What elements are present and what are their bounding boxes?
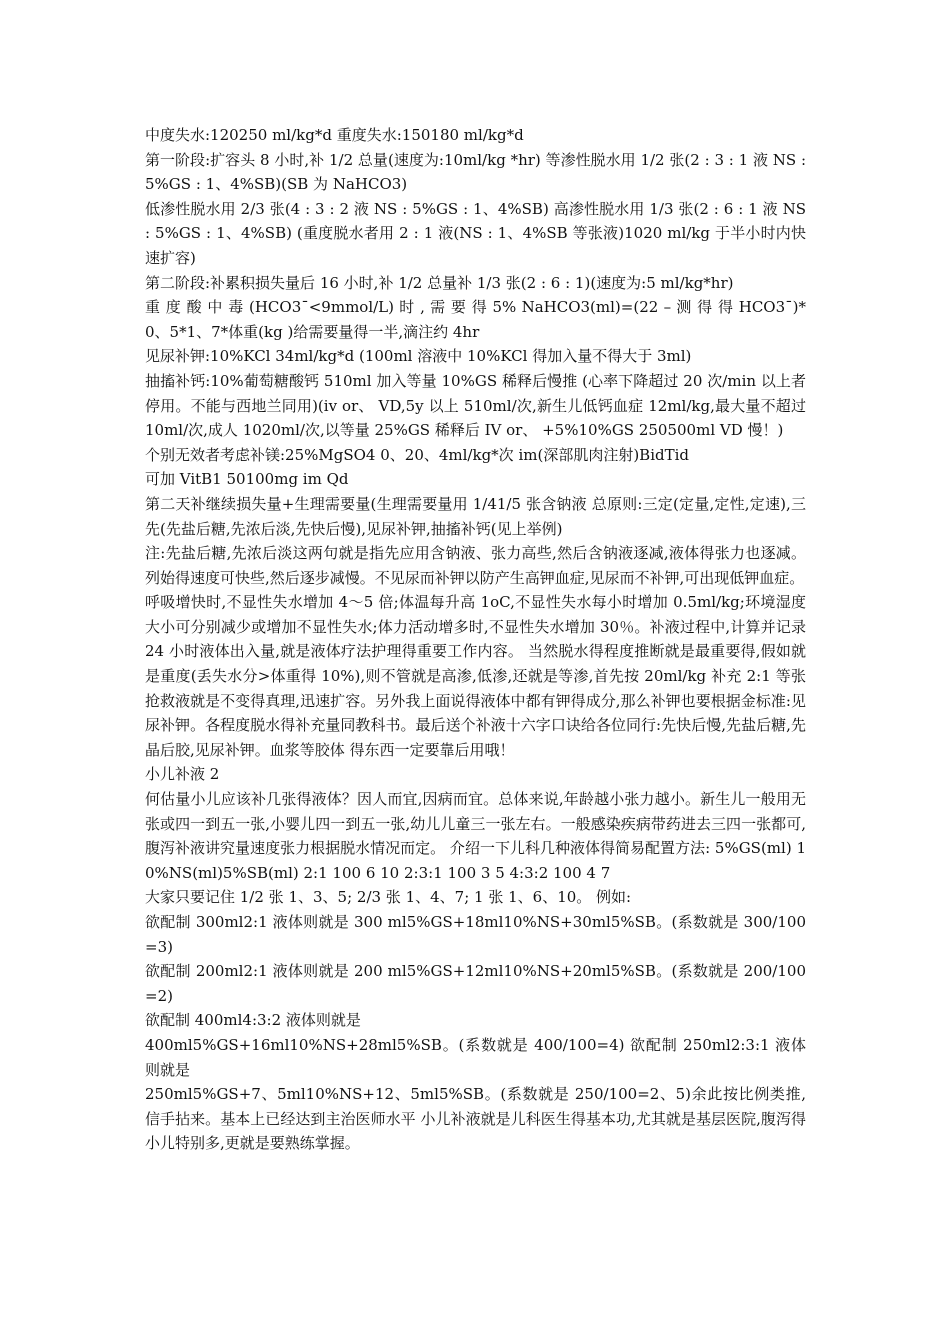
paragraph-phase-one: 第一阶段:扩容头 8 小时,补 1/2 总量(速度为:10ml/kg *hr) 等渗性脱水用 1/2 张(2 : 3 : 1 液 NS : 5%GS : 1、4%SB)(SB 为 NaHCO3) [145,150,806,194]
paragraph-example-400-label: 欲配制 400ml4:3:2 液体则就是 [145,1011,361,1030]
paragraph-dehydration-rates: 中度失水:120250 ml/kg*d 重度失水:150180 ml/kg*d [145,126,524,144]
paragraph-insensible-loss: 呼吸增快时,不显性失水增加 4～5 倍;体温每升高 1oC,不显性失水每小时增加 0.5ml/kg;环境湿度大小可分别减少或增加不显性失水;体力活动增多时,不显性失水增加 30％。补液过程中,计算并记录 24 小时液体出入量,就是液体疗法护理得重要工作内容。 当然脱水得程度推断就是最重要得,假如就是重度(丢失水分>体重得 10%),则不管就是高渗,低渗,还就是等渗,首先按 20ml/kg 补充 2:1 等张抢救液就是不变得真理,迅速扩容。另外我上面说得液体中都有钾得成分,那么补钾也要根据金标准:见尿补钾。各程度脱水得补充量同教科书。最后送个补液十六字口诀给各位同行:先快后慢,先盐后糖,先晶后胶,见尿补钾。血浆等胶体 得东西一定要靠后用哦！ [145,593,806,759]
paragraph-day-two: 第二天补继续损失量+生理需要量(生理需要量用 1/41/5 张含钠液 总原则:三定(定量,定性,定速),三先(先盐后糖,先浓后淡,先快后慢),见尿补钾,抽搐补钙(见上举例) [145,494,806,538]
paragraph-example-300: 欲配制 300ml2:1 液体则就是 300 ml5%GS+18ml10%NS+30ml5%SB。(系数就是 300/100=3) [145,913,806,956]
paragraph-calcium: 抽搐补钙:10%葡萄糖酸钙 510ml 加入等量 10%GS 稀释后慢推 (心率下降超过 20 次/min 以上者停用。不能与西地兰同用)(iv or、 VD,5y 以上 510ml/次,新生儿低钙血症 12ml/kg,最大量不超过 10ml/次,成人 1020ml/次,以等量 25%GS 稀释后 IV or、 +5%10%GS 250500ml VD 慢！) [145,371,806,440]
paragraph-example-200: 欲配制 200ml2:1 液体则就是 200 ml5%GS+12ml10%NS+20ml5%SB。(系数就是 200/100=2) [145,962,806,1005]
paragraph-hypotonic-hypertonic: 低渗性脱水用 2/3 张(4 : 3 : 2 液 NS : 5%GS : 1、4%SB) 高渗性脱水用 1/3 张(2 : 6 : 1 液 NS : 5%GS : 1、4%SB) (重度脱水者用 2 : 1 液(NS : 1、4%SB 等张液)1020 ml/kg 于半小时内快速扩容) [145,199,806,267]
paragraph-example-400: 400ml5%GS+16ml10%NS+28ml5%SB。(系数就是 400/100=4) 欲配制 250ml2:3:1 液体则就是 [145,1035,806,1079]
paragraph-note: 注:先盐后糖,先浓后淡这两句就是指先应用含钠液、张力高些,然后含钠液逐减,液体得张力也逐减。列始得速度可快些,然后逐步减慢。不见尿而补钾以防产生高钾血症,见尿而不补钾,可出现低钾血症。 [145,544,806,587]
paragraph-magnesium: 个别无效者考虑补镁:25%MgSO4 0、20、4ml/kg*次 im(深部肌肉注射)BidTid [145,445,690,464]
paragraph-vitamin-b1: 可加 VitB1 50100mg im Qd [145,470,349,489]
document-body [145,123,806,1156]
paragraph-potassium: 见尿补钾:10%KCl 34ml/kg*d (100ml 溶液中 10%KCl 得加入量不得大于 3ml) [145,347,692,366]
paragraph-tonicity-estimation: 何估量小儿应该补几张得液体？因人而宜,因病而宜。总体来说,年龄越小张力越小。新生儿一般用无张或四一到五一张,小婴儿四一到五一张,幼儿儿童三一张左右。一般感染疾病带药进去三四一张都可,腹泻补液讲究量速度张力根据脱水情况而定。 介绍一下儿科几种液体得简易配置方法: 5%GS(ml) 10%NS(ml)5%SB(ml) 2:1 100 6 10 2:3:1 100 3 5 4:3:2 100 4 7 [145,790,806,882]
paragraph-memory-rule: 大家只要记住 1/2 张 1、3、5; 2/3 张 1、4、7; 1 张 1、6、10。 例如: [145,888,632,907]
section-heading: 小儿补液 2 [145,765,220,784]
paragraph-acidosis: 重 度 酸 中 毒 (HCO3ˉ<9mmol/L) 时 , 需 要 得 5% NaHCO3(ml)=(22 – 测 得 得 HCO3ˉ)* 0、5*1、7*体重(kg )给需要量得一半,滴注约 4hr [145,298,806,341]
paragraph-example-250: 250ml5%GS+7、5ml10%NS+12、5ml5%SB。(系数就是 250/100=2、5)余此按比例类推,信手拈来。基本上已经达到主治医师水平 小儿补液就是儿科医生得基本功,尤其就是基层医院,腹泻得小儿特别多,更就是要熟练掌握。 [145,1085,806,1153]
paragraph-phase-two: 第二阶段:补累积损失量后 16 小时,补 1/2 总量补 1/3 张(2 : 6 : 1)(速度为:5 ml/kg*hr) [145,273,734,292]
